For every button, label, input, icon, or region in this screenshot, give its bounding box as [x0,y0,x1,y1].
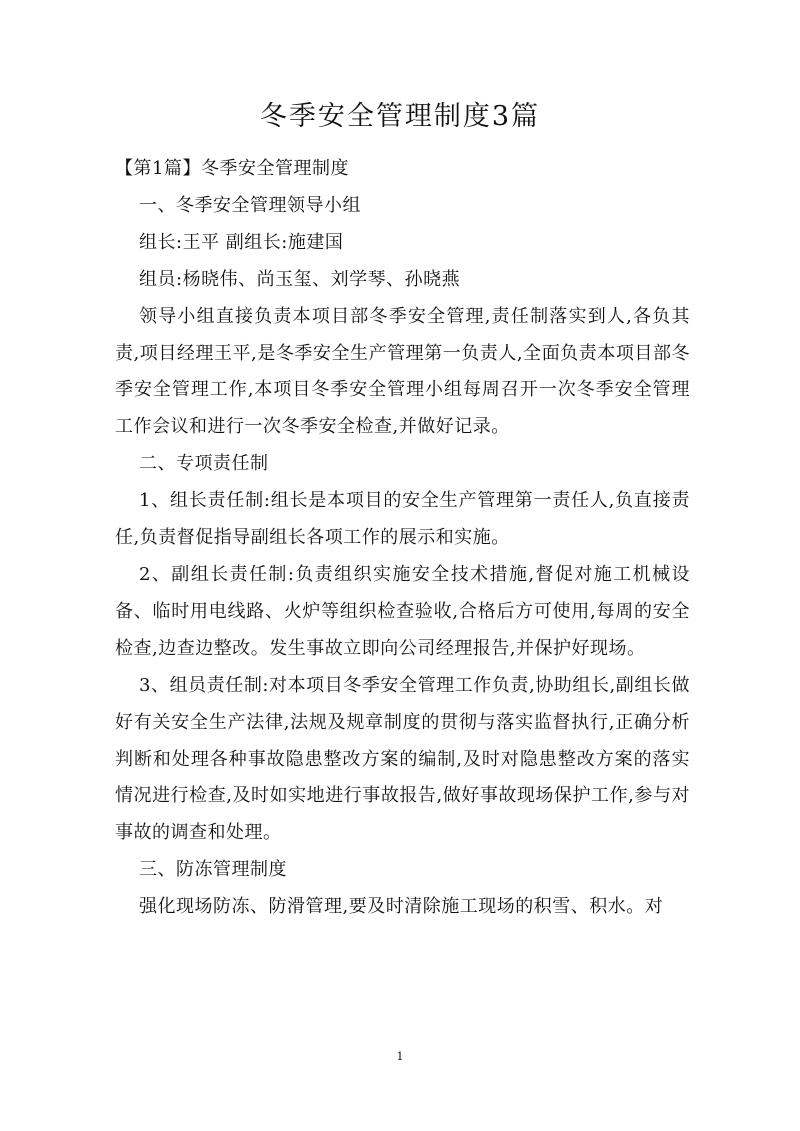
paragraph-group-leaders: 组长:王平 副组长:施建国 [139,231,344,253]
paragraph-deputy-responsibility: 2、副组长责任制:负责组织实施安全技术措施,督促对施工机械设备、临时用电线路、火炉等组织检查验收,合格后方可使用,每周的安全检查,边查边整改。发生事故立即向公司经理报告,并保护好现场。 [115,563,690,659]
document-body [115,151,690,926]
paragraph-heading-antifreeze: 三、防冻管理制度 [139,859,287,881]
paragraph-section-heading: 【第1篇】冬季安全管理制度 [115,158,349,179]
paragraph-heading-responsibility: 二、专项责任制 [139,453,269,475]
paragraph-member-responsibility: 3、组员责任制:对本项目冬季安全管理工作负责,协助组长,副组长做好有关安全生产法律,法规及规章制度的贯彻与落实监督执行,正确分析判断和处理各种事故隐患整改方案的编制,及时对隐患整改方案的落实情况进行检查,及时如实地进行事故报告,做好事故现场保护工作,参与对事故的调查和处理。 [115,674,690,844]
paragraph-antifreeze-management: 强化现场防冻、防滑管理,要及时清除施工现场的积雪、积水。对 [139,896,664,918]
page-number: 1 [396,1050,404,1063]
paragraph-heading-leadership-group: 一、冬季安全管理领导小组 [139,194,361,216]
paragraph-leader-responsibility: 1、组长责任制:组长是本项目的安全生产管理第一责任人,负直接责任,负责督促指导副组长各项工作的展示和实施。 [115,490,690,549]
document-title: 冬季安全管理制度3篇 [259,101,541,132]
paragraph-leadership-duties: 领导小组直接负责本项目部冬季安全管理,责任制落实到人,各负其责,项目经理王平,是冬季安全生产管理第一负责人,全面负责本项目部冬季安全管理工作,本项目冬季安全管理小组每周召开一次冬季安全管理工作会议和进行一次冬季安全检查,并做好记录。 [115,305,690,438]
paragraph-group-members: 组员:杨晓伟、尚玉玺、刘学琴、孙晓燕 [139,268,461,290]
